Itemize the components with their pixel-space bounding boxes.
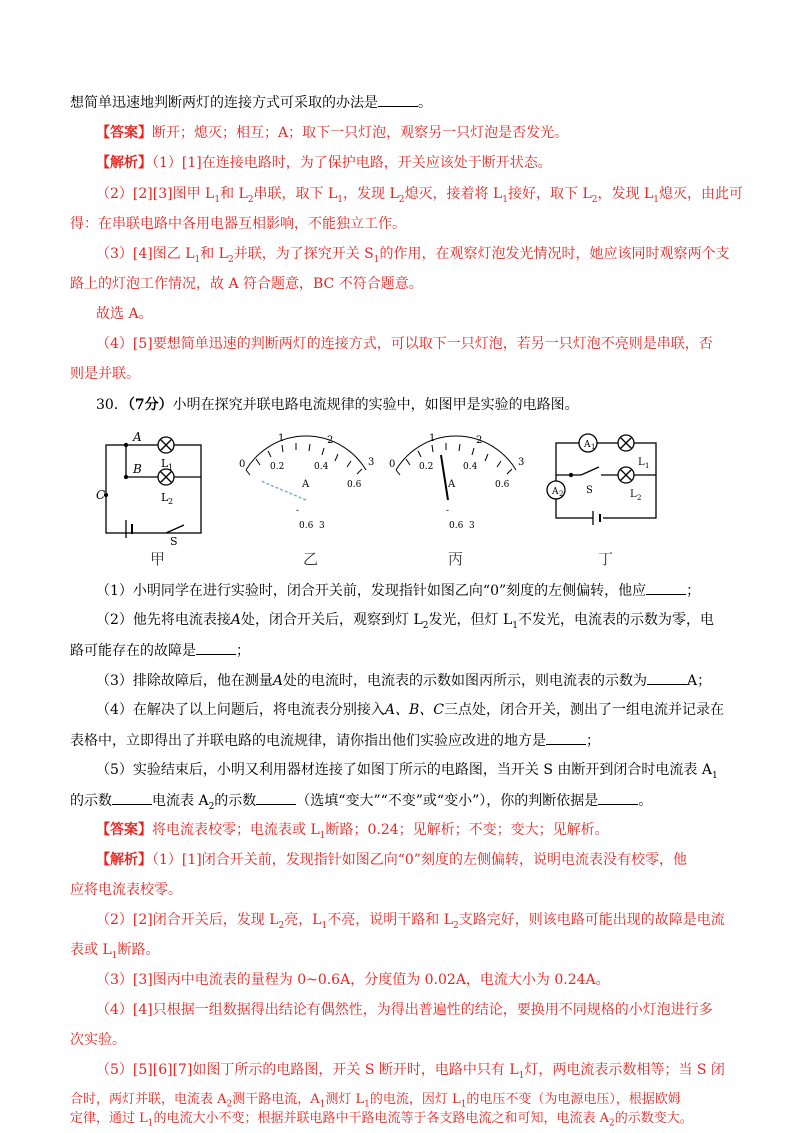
t: 电流表 A	[152, 793, 209, 809]
t: 路可能存在的故障是	[70, 643, 196, 659]
sub: 2	[278, 920, 285, 931]
sub: 2	[637, 494, 642, 502]
fig-label-bing: 丙	[448, 550, 464, 568]
sub: 1	[111, 950, 118, 961]
q30-analysis-2	[96, 910, 766, 930]
term-06: 0.6	[299, 521, 314, 531]
t: 不亮，说明干路和 L	[327, 912, 454, 928]
tick-3: 3	[518, 457, 525, 468]
answer-tag: 【答案】	[96, 822, 152, 838]
t: （4）[5]要想简单迅速的判断两灯的连接方式，可以取下一只灯泡，若另一只灯泡不亮则是串联，否	[96, 336, 713, 352]
analysis-text: （1）[1]在连接电路时，为了保护电路，开关应该处于断开状态。	[152, 155, 552, 171]
t: 的示数	[214, 793, 257, 809]
t: （2）他先将电流表接	[96, 612, 231, 628]
t: 断路。	[117, 942, 160, 958]
label-l1: L	[161, 457, 169, 470]
q30-s5b	[70, 790, 740, 811]
t: 测灯 L	[325, 1092, 365, 1107]
t: 测干路电流，A	[232, 1092, 320, 1107]
sub: 1	[518, 1070, 525, 1081]
t: 则是并联。	[70, 366, 140, 382]
text: 想简单迅速地判断两灯的连接方式可采取的办法是	[70, 95, 378, 111]
sub: 1	[364, 1099, 370, 1110]
t: 断路；0.24；见解析；不变；变大；见解析。	[325, 822, 609, 838]
q30-analysis-5b	[70, 1090, 740, 1110]
term-3: 3	[469, 521, 475, 531]
sub: 1	[147, 1118, 154, 1129]
t: （1）[1]闭合开关前，发现指针如图乙向“0”刻度的左侧偏转，说明电流表没有校零，他	[152, 852, 687, 868]
q30-s5	[96, 760, 766, 780]
tick-04: 0.4	[463, 462, 478, 472]
label-s: S	[586, 485, 593, 496]
t: A；	[687, 673, 712, 689]
t: 的电流大小不变；根据并联电路中干路电流等于各支路电流之和可知，电流表 A	[153, 1111, 610, 1126]
sub: 1	[653, 194, 659, 205]
question-number: 30．	[96, 397, 128, 413]
sub: 1	[711, 770, 718, 781]
ammeter-bing	[396, 436, 516, 500]
q30-s2b	[70, 640, 740, 661]
t: 合时，两灯并联，电流表 A	[70, 1092, 227, 1107]
sub: 1	[373, 254, 380, 265]
answer-blank	[112, 790, 152, 805]
t: 不发光，电流表的示数为零，电	[518, 612, 715, 628]
question-score: （7分）	[127, 397, 173, 413]
answer-blank	[256, 790, 296, 805]
sub: 1	[214, 194, 221, 205]
t: 灯，两电流表示数相等；当 S 闭	[524, 1062, 725, 1078]
ammeter-a2: A	[552, 487, 559, 497]
t: ；	[686, 583, 701, 599]
sub: 1	[512, 620, 519, 631]
sub: 1	[321, 920, 328, 931]
t: 表格中，立即得出了并联电路的电流规律，请你指出他们实验应改进的地方是	[70, 733, 546, 749]
unit-a: A	[448, 479, 456, 490]
q30-analysis-1	[96, 850, 766, 870]
sub: 2	[559, 490, 564, 498]
label-c: C	[96, 488, 106, 502]
tick-06: 0.6	[347, 480, 362, 490]
answer-blank	[598, 790, 638, 805]
t: （4）[4]只根据一组数据得出结论有偶然性，为得出普遍性的结论，要换用不同规格的小灯泡进行多	[96, 1002, 713, 1018]
t: 支路完好，则该电路可能出现的故障是电流	[458, 912, 725, 928]
sub: 1	[337, 194, 344, 205]
q30-s3	[96, 670, 766, 691]
t: （3）[3]图丙中电流表的量程为 0~0.6A，分度值为 0.02A，电流大小为 0.24A。	[96, 972, 610, 988]
t: A	[272, 673, 284, 689]
sub: 2	[422, 620, 429, 631]
q29-answer	[96, 123, 766, 143]
q29-analysis-3	[96, 244, 766, 264]
q30-analysis-2b	[70, 940, 740, 960]
t: （选填“变大”“不变”或“变小”），你的判断依据是	[296, 793, 599, 809]
t: 定律，通过 L	[70, 1111, 148, 1126]
tick-06: 0.6	[495, 480, 510, 490]
answer-tag: 【答案】	[96, 125, 152, 141]
tick-02: 0.2	[419, 462, 434, 472]
q30-s2	[96, 610, 766, 630]
answer-blank	[646, 580, 686, 595]
t: （1）小明同学在进行实验时，闭合开关前，发现指针如图乙向“0”刻度的左侧偏转，他应	[96, 583, 647, 599]
ammeter-a1: A	[584, 440, 591, 450]
t: 处的电流时，电流表的示数如图丙所示，则电流表的示数为	[283, 673, 648, 689]
tick-1: 1	[278, 433, 285, 444]
t: 串联，取下 L	[253, 186, 338, 202]
label-sub: 1	[168, 463, 174, 472]
sub: 2	[227, 254, 234, 265]
question-stem: 小明在探究并联电路电流规律的实验中，如图甲是实验的电路图。	[172, 397, 579, 413]
tick-1: 1	[429, 433, 436, 444]
t: 的电流，因灯 L	[369, 1092, 461, 1107]
q29-analysis-1	[96, 153, 766, 173]
t: 熄灭，由此可	[658, 186, 743, 202]
t: 的示数	[70, 793, 112, 809]
q29-analysis-4b	[70, 364, 740, 384]
answer-blank	[647, 670, 687, 685]
sub: 2	[609, 1118, 615, 1129]
sub: 2	[398, 194, 405, 205]
circuit-ding	[547, 434, 656, 525]
t: ，发现 L	[343, 186, 399, 202]
t: 接好，取下 L	[508, 186, 592, 202]
sub: 2	[208, 801, 215, 812]
sub: 1	[319, 1099, 326, 1110]
t: 并联，为了探究开关 S	[233, 246, 374, 262]
tick-0: 0	[389, 459, 396, 470]
t: A、B、C	[384, 702, 445, 718]
tick-02: 0.2	[270, 462, 285, 472]
sub: 1	[591, 443, 596, 451]
sub: 2	[247, 194, 254, 205]
t: 和 L	[220, 186, 248, 202]
tick-0: 0	[239, 459, 246, 470]
term-3: 3	[319, 521, 325, 531]
answer-text: 断开；熄灭；相互；A；取下一只灯泡，观察另一只灯泡是否发光。	[152, 125, 569, 141]
t: 次实验。	[70, 1032, 126, 1048]
t: （2）[2][3]图甲 L	[96, 186, 215, 202]
q30-analysis-1b	[70, 880, 740, 900]
t: 熄灭，接着将 L	[404, 186, 503, 202]
t: 处，闭合开关后，观察到灯 L	[241, 612, 423, 628]
t: 和 L	[200, 246, 228, 262]
t: A	[230, 612, 242, 628]
q30-stem	[96, 395, 766, 415]
t: （5）实验结束后，小明又利用器材连接了如图丁所示的电路图，当开关 S 由断开到闭合时电流表 A	[96, 762, 712, 778]
t: （3）排除故障后，他在测量	[96, 673, 273, 689]
analysis-tag: 【解析】	[96, 852, 152, 868]
answer-blank	[546, 730, 586, 745]
q29-line1	[70, 92, 740, 113]
answer-blank	[378, 92, 418, 107]
t: 三点处，闭合开关，测出了一组电流并记录在	[444, 702, 725, 718]
t: （3）[4]图乙 L	[96, 246, 195, 262]
t: ；	[586, 733, 600, 749]
t: 的示数变大。	[614, 1111, 693, 1126]
q29-analysis-4	[96, 334, 766, 354]
unit-a: A	[302, 479, 310, 490]
q30-answer	[96, 820, 766, 840]
q30-analysis-4b	[70, 1030, 740, 1050]
label-l2: L	[161, 491, 169, 504]
t: 将电流表校零；电流表或 L	[152, 822, 320, 838]
fig-label-ding: 丁	[598, 550, 614, 568]
t: （4）在解决了以上问题后，将电流表分别接入	[96, 702, 385, 718]
t: 的电压不变（为电源电压），根据欧姆	[466, 1092, 681, 1107]
t: 故选 A。	[96, 306, 153, 322]
t: （5）[5][6][7]如图丁所示的电路图，开关 S 断开时，电路中只有 L	[96, 1062, 519, 1078]
fig-label-jia: 甲	[150, 550, 166, 568]
q30-analysis-5	[96, 1060, 766, 1080]
text: 。	[418, 95, 432, 111]
sub: 1	[460, 1099, 467, 1110]
fig-label-yi: 乙	[303, 550, 319, 568]
t: （2）[2]闭合开关后，发现 L	[96, 912, 279, 928]
sub: 1	[194, 254, 201, 265]
label-b: B	[133, 462, 142, 476]
sub: 1	[502, 194, 508, 205]
t: 的作用，在观察灯泡发光情况时，她应该同时观察两个支	[379, 246, 730, 262]
q29-analysis-2	[96, 184, 766, 204]
sub: 2	[591, 194, 598, 205]
label-l2: L	[630, 489, 637, 500]
label-a: A	[133, 430, 142, 444]
figures	[96, 425, 716, 545]
t: 发光，但灯 L	[428, 612, 513, 628]
t: 。	[638, 793, 653, 809]
q29-analysis-3b	[70, 274, 740, 294]
q29-analysis-2b	[70, 214, 740, 234]
sub: 1	[319, 830, 326, 841]
circuit-jia	[105, 437, 202, 538]
label-sub: 2	[168, 497, 174, 506]
tick-2: 2	[476, 435, 483, 446]
t: 路上的灯泡工作情况，故 A 符合题意，BC 不符合题意。	[70, 276, 423, 292]
q30-s4	[96, 700, 766, 720]
analysis-tag: 【解析】	[96, 155, 152, 171]
t: 亮，L	[284, 912, 322, 928]
term-06: 0.6	[449, 521, 464, 531]
tick-2: 2	[327, 435, 334, 446]
q30-analysis-5c	[70, 1110, 740, 1128]
tick-3: 3	[368, 457, 375, 468]
ammeter-yi	[246, 436, 366, 500]
t: 得：在串联电路中各用电器互相影响，不能独立工作。	[70, 216, 406, 232]
t: ，发现 L	[597, 186, 654, 202]
t: ；	[236, 643, 250, 659]
t: 表或 L	[70, 942, 112, 958]
sub: 2	[453, 920, 459, 931]
t: 应将电流表校零。	[70, 882, 182, 898]
label-l1: L	[638, 457, 645, 468]
term-minus: -	[446, 506, 450, 516]
q30-analysis-4	[96, 1000, 766, 1020]
tick-04: 0.4	[314, 462, 329, 472]
sub: 2	[226, 1099, 233, 1110]
q29-analysis-3c	[96, 304, 766, 324]
q30-s1	[96, 580, 766, 601]
sub: 1	[645, 462, 650, 470]
label-s: S	[170, 535, 178, 545]
q30-s4b	[70, 730, 740, 751]
answer-blank	[196, 640, 236, 655]
q30-analysis-3	[96, 970, 766, 990]
term-minus: -	[296, 506, 300, 516]
